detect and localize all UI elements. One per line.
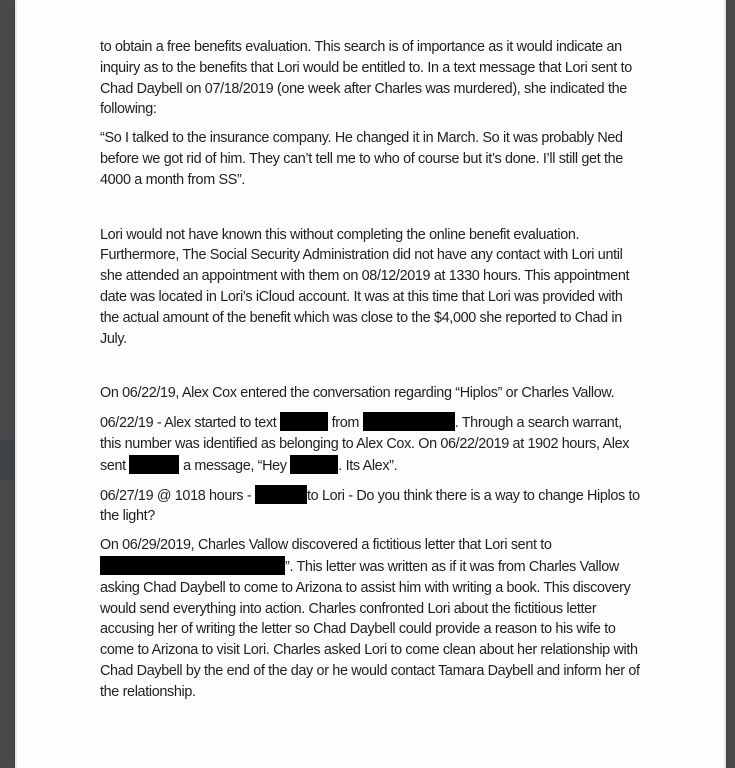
text-segment: 06/22/19 - Alex started to text: [100, 415, 280, 432]
backdrop-panel: [0, 440, 15, 480]
paragraph-hiplos-light: [100, 485, 645, 528]
redaction-block: [280, 412, 328, 431]
paragraph-benefits-evaluation: to obtain a free benefits evaluation. This search is of importance as it would indicate an inquiry as to the benefits that Lori would be entitled to. In a text message that Lori sent to Chad Daybell on 07/18/2019 (one week after Charles was murdered), she indicated the following:: [100, 39, 632, 118]
paragraph-fictitious-letter: [100, 535, 645, 702]
text-segment: . Its Alex”.: [338, 457, 398, 474]
redaction-block: [290, 455, 338, 474]
paragraph-alex-texts: [100, 412, 645, 476]
text-segment: On 06/29/2019, Charles Vallow discovered a fictitious letter that Lori sent to: [100, 537, 552, 554]
text-segment: ”. This letter was written as if it was from Charles Vallow asking Chad Daybell to come to Arizona to assist him with writing a book. This discovery would send everything into action. Charles confronted Lori about the fictitious letter accusing her of writing the letter so Chad Daybell could provide a reason to his wife to come to Arizona to visit Lori. Charles asked Lori to come clean about her relationship with Chad Daybell by the end of the day or he would contact Tamara Daybell and inform her of the relationship.: [100, 558, 640, 700]
text-segment: to Lori - Do you think there is a way to change Hiplos to the light?: [100, 487, 640, 525]
paragraph-social-security: Lori would not have known this without completing the online benefit evaluation. Furthermore, The Social Security Administration did not have any contact with Lori until she attended an appointment with them on 08/12/2019 at 1330 hours. This appointment date was located in Lori’s iCloud account. It was at this time that Lori was provided with the actual amount of the benefit which was close to the $4,000 she reported to Chad in July.: [100, 226, 630, 347]
paragraph-alex-cox-entered: On 06/22/19, Alex Cox entered the conversation regarding “Hiplos” or Charles Vallow.: [100, 385, 615, 402]
redaction-block: [255, 485, 307, 504]
redaction-block: [100, 556, 285, 575]
document-body: [100, 37, 645, 711]
redaction-block: [129, 455, 179, 474]
text-segment: a message, “Hey: [179, 457, 291, 474]
quoted-text-message: “So I talked to the insurance company. He changed it in March. So it was probably Ned before we got rid of him. They can’t tell me to who of course but it’s done. I’ll still get the 4000 a month from SS”.: [100, 130, 623, 188]
text-segment: from: [328, 415, 363, 432]
text-segment: 06/27/19 @ 1018 hours -: [100, 487, 256, 504]
redaction-block: [363, 412, 455, 431]
document-page: [15, 0, 726, 768]
text-segment: . Through a search warrant, this number was identified as belonging to Alex Cox. On 06/22/2019 at 1902 hours, Alex sent: [100, 415, 630, 474]
